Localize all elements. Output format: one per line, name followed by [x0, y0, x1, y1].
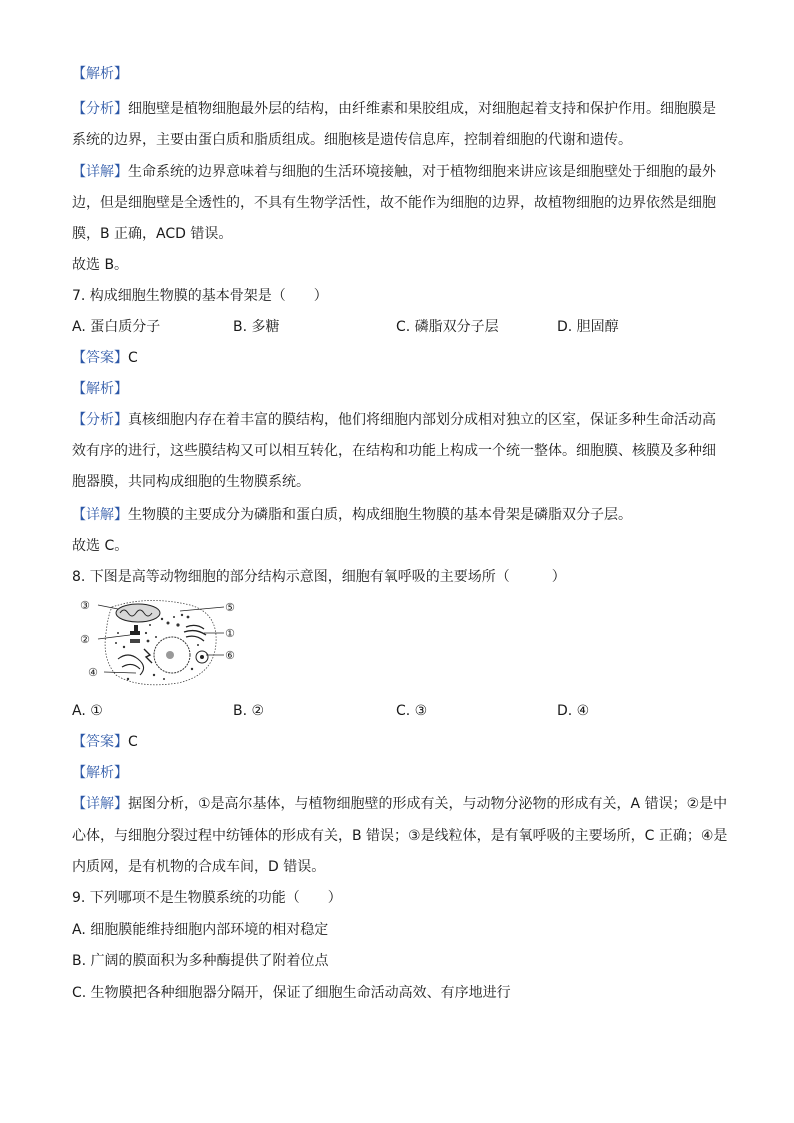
q7-option-b: B. 多糖	[233, 319, 280, 335]
q7-analysis-line-1: 【分析】真核细胞内存在着丰富的膜结构，他们将细胞内部划分成相对独立的区室，保证多种生命活动高	[72, 412, 716, 428]
q8-detail-line-3: 内质网，是有机物的合成车间，D 错误。	[72, 859, 326, 875]
q6-analysis-line-2: 系统的边界，主要由蛋白质和脂质组成。细胞核是遗传信息库，控制着细胞的代谢和遗传。	[72, 132, 632, 148]
q8-answer: 【答案】C	[72, 734, 138, 750]
q7-analysis-heading: 【解析】	[72, 381, 128, 397]
q7-analysis-line-2: 效有序的进行，这些膜结构又可以相互转化，在结构和功能上构成一个统一整体。细胞膜、核膜及多种细	[72, 443, 716, 459]
q8-stem: 8. 下图是高等动物细胞的部分结构示意图，细胞有氧呼吸的主要场所（ ）	[72, 569, 566, 585]
q6-choice: 故选 B。	[72, 257, 129, 273]
q8-option-b: B. ②	[233, 703, 265, 719]
label-3: ③	[80, 599, 90, 612]
label-4: ④	[88, 666, 98, 679]
golgi-apparatus	[184, 625, 206, 641]
label-1: ①	[225, 627, 235, 640]
label-6: ⑥	[225, 649, 235, 662]
endoplasmic-reticulum	[118, 655, 144, 675]
analysis-heading: 【解析】	[72, 66, 128, 82]
cell-diagram-svg	[78, 597, 238, 689]
q7-option-c: C. 磷脂双分子层	[396, 319, 499, 335]
q7-analysis-line-3: 胞器膜，共同构成细胞的生物膜系统。	[72, 474, 310, 490]
mitochondrion	[116, 604, 160, 622]
q7-detail: 【详解】生物膜的主要成分为磷脂和蛋白质，构成细胞生物膜的基本骨架是磷脂双分子层。	[72, 507, 632, 523]
label-5: ⑤	[225, 601, 235, 614]
er-zigzag	[144, 649, 152, 663]
nucleolus	[166, 651, 174, 659]
q9-stem: 9. 下列哪项不是生物膜系统的功能（ ）	[72, 890, 342, 906]
q9-option-b: B. 广阔的膜面积为多种酶提供了附着位点	[72, 953, 329, 969]
q6-detail-line-1: 【详解】生命系统的边界意味着与细胞的生活环境接触，对于植物细胞来讲应该是细胞壁处于细胞的最外	[72, 164, 716, 180]
q7-choice: 故选 C。	[72, 538, 129, 554]
ribosome-dots	[115, 614, 199, 680]
q7-option-d: D. 胆固醇	[557, 319, 619, 335]
q8-detail-line-2: 心体，与细胞分裂过程中纺锤体的形成有关，B 错误；③是线粒体，是有氧呼吸的主要场所，C 正确；④是	[72, 828, 728, 844]
q8-detail-line-1: 【详解】据图分析，①是高尔基体，与植物细胞壁的形成有关，与动物分泌物的形成有关，A 错误；②是中	[72, 796, 728, 812]
q6-analysis-line-1: 【分析】细胞壁是植物细胞最外层的结构，由纤维素和果胶组成，对细胞起着支持和保护作用。细胞膜是	[72, 101, 716, 117]
q6-detail-line-2: 边，但是细胞壁是全透性的，不具有生物学活性，故不能作为细胞的边界，故植物细胞的边界依然是细胞	[72, 195, 716, 211]
q8-option-c: C. ③	[396, 703, 428, 719]
q9-option-c: C. 生物膜把各种细胞器分隔开，保证了细胞生命活动高效、有序地进行	[72, 985, 511, 1001]
q7-option-a: A. 蛋白质分子	[72, 319, 161, 335]
centriole	[130, 625, 140, 643]
q9-option-a: A. 细胞膜能维持细胞内部环境的相对稳定	[72, 922, 329, 938]
q8-analysis-heading: 【解析】	[72, 765, 128, 781]
q7-stem: 7. 构成细胞生物膜的基本骨架是（ ）	[72, 288, 328, 304]
q8-option-d: D. ④	[557, 703, 590, 719]
q8-option-a: A. ①	[72, 703, 103, 719]
label-2: ②	[80, 633, 90, 646]
q7-answer: 【答案】C	[72, 350, 138, 366]
q6-detail-line-3: 膜，B 正确，ACD 错误。	[72, 226, 233, 242]
animal-cell-diagram	[78, 597, 238, 689]
